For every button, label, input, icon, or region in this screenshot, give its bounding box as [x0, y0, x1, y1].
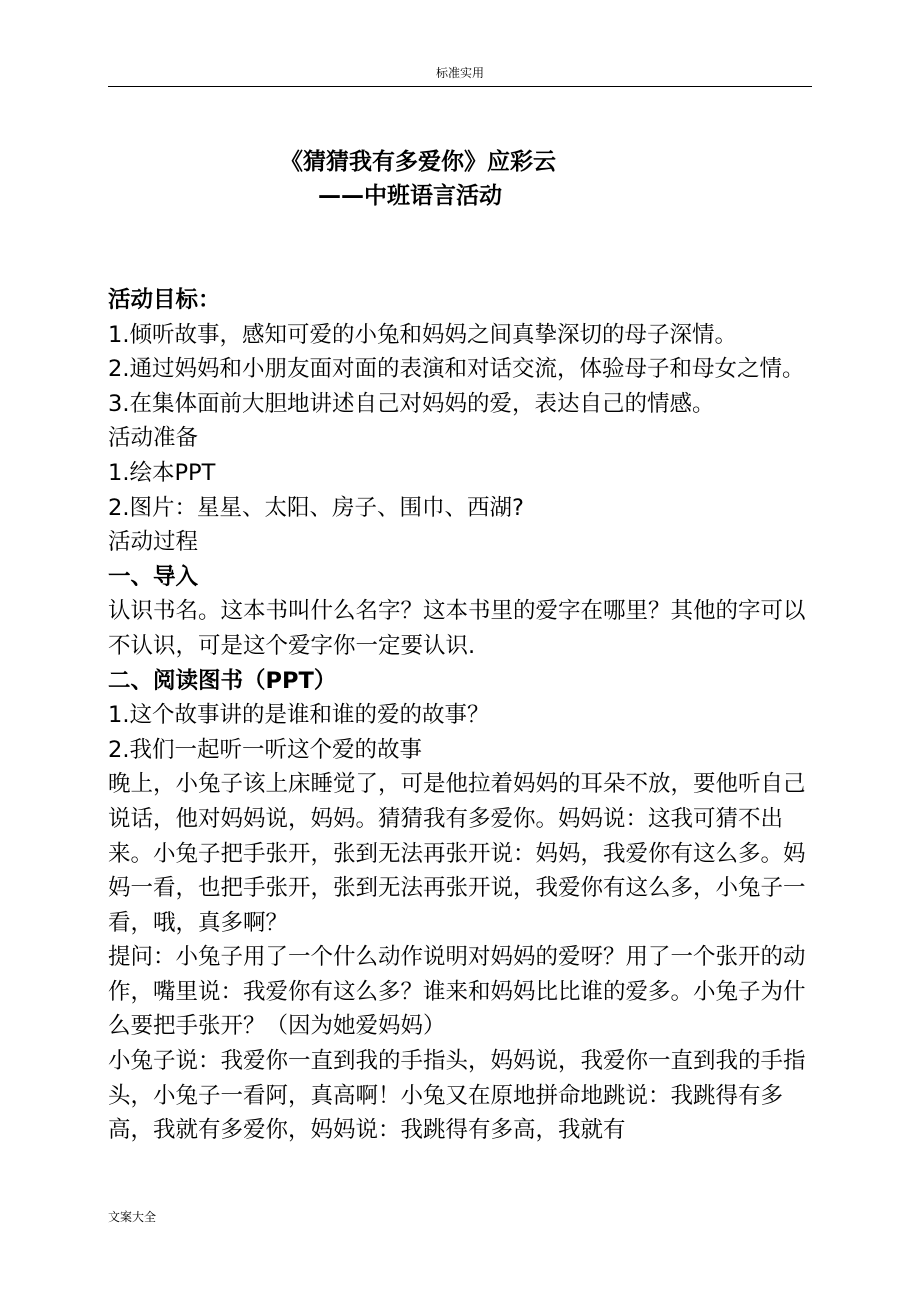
question-paragraph: 提问：小兔子用了一个什么动作说明对妈妈的爱呀？用了一个张开的动作，嘴里说：我爱你有这么多？谁来和妈妈比比谁的爱多。小兔子为什么要把手张开？（因为她爱妈妈）: [108, 944, 806, 1040]
prep-heading: 活动准备: [108, 425, 199, 452]
question-item: 2.我们一起听一听这个爱的故事: [108, 736, 422, 763]
page-header: [108, 64, 812, 87]
process-heading: 活动过程: [108, 529, 199, 556]
question-item: 1.这个故事讲的是谁和谁的爱的故事？: [108, 702, 490, 729]
goal-item: 2.通过妈妈和小朋友面对面的表演和对话交流，体验母子和母女之情。: [108, 356, 805, 383]
footer-text: 文案大全: [108, 1210, 157, 1224]
goals-heading: 活动目标：: [108, 287, 221, 313]
section-heading: 一、导入: [108, 563, 199, 590]
section-heading: 二、阅读图书（PPT）: [108, 667, 337, 694]
story-paragraph: 小兔子说：我爱你一直到我的手指头，妈妈说，我爱你一直到我的手指头，小兔子一看阿，真高啊！小兔又在原地拼命地跳说：我跳得有多高，我就有多爱你，妈妈说：我跳得有多高，我就有: [108, 1048, 806, 1144]
document-title: 《猜猜我有多爱你》应彩云: [280, 149, 556, 175]
goal-item: 3.在集体面前大胆地讲述自己对妈妈的爱，表达自己的情感。: [108, 390, 715, 417]
document-body: [108, 283, 814, 1148]
story-paragraph: 晚上，小兔子该上床睡觉了，可是他拉着妈妈的耳朵不放，要他听自己说话，他对妈妈说，妈妈。猜猜我有多爱你。妈妈说：这我可猜不出来。小兔子把手张开，张到无法再张开说：妈妈，我爱你有这么多。妈妈一看，也把手张开，张到无法再张开说，我爱你有这么多，小兔子一看，哦，真多啊？: [108, 771, 806, 936]
prep-item: 1.绘本PPT: [108, 459, 216, 486]
goal-item: 1.倾听故事，感知可爱的小兔和妈妈之间真挚深切的母子深情。: [108, 321, 737, 348]
header-text: 标准实用: [435, 66, 484, 80]
prep-item: 2.图片：星星、太阳、房子、围巾、西湖?: [108, 494, 524, 521]
document-subtitle: ——中班语言活动: [318, 183, 502, 209]
page-footer: [108, 1208, 156, 1226]
paragraph: 认识书名。这本书叫什么名字？这本书里的爱字在哪里？其他的字可以不认识，可是这个爱字你一定要认识.: [108, 598, 806, 659]
